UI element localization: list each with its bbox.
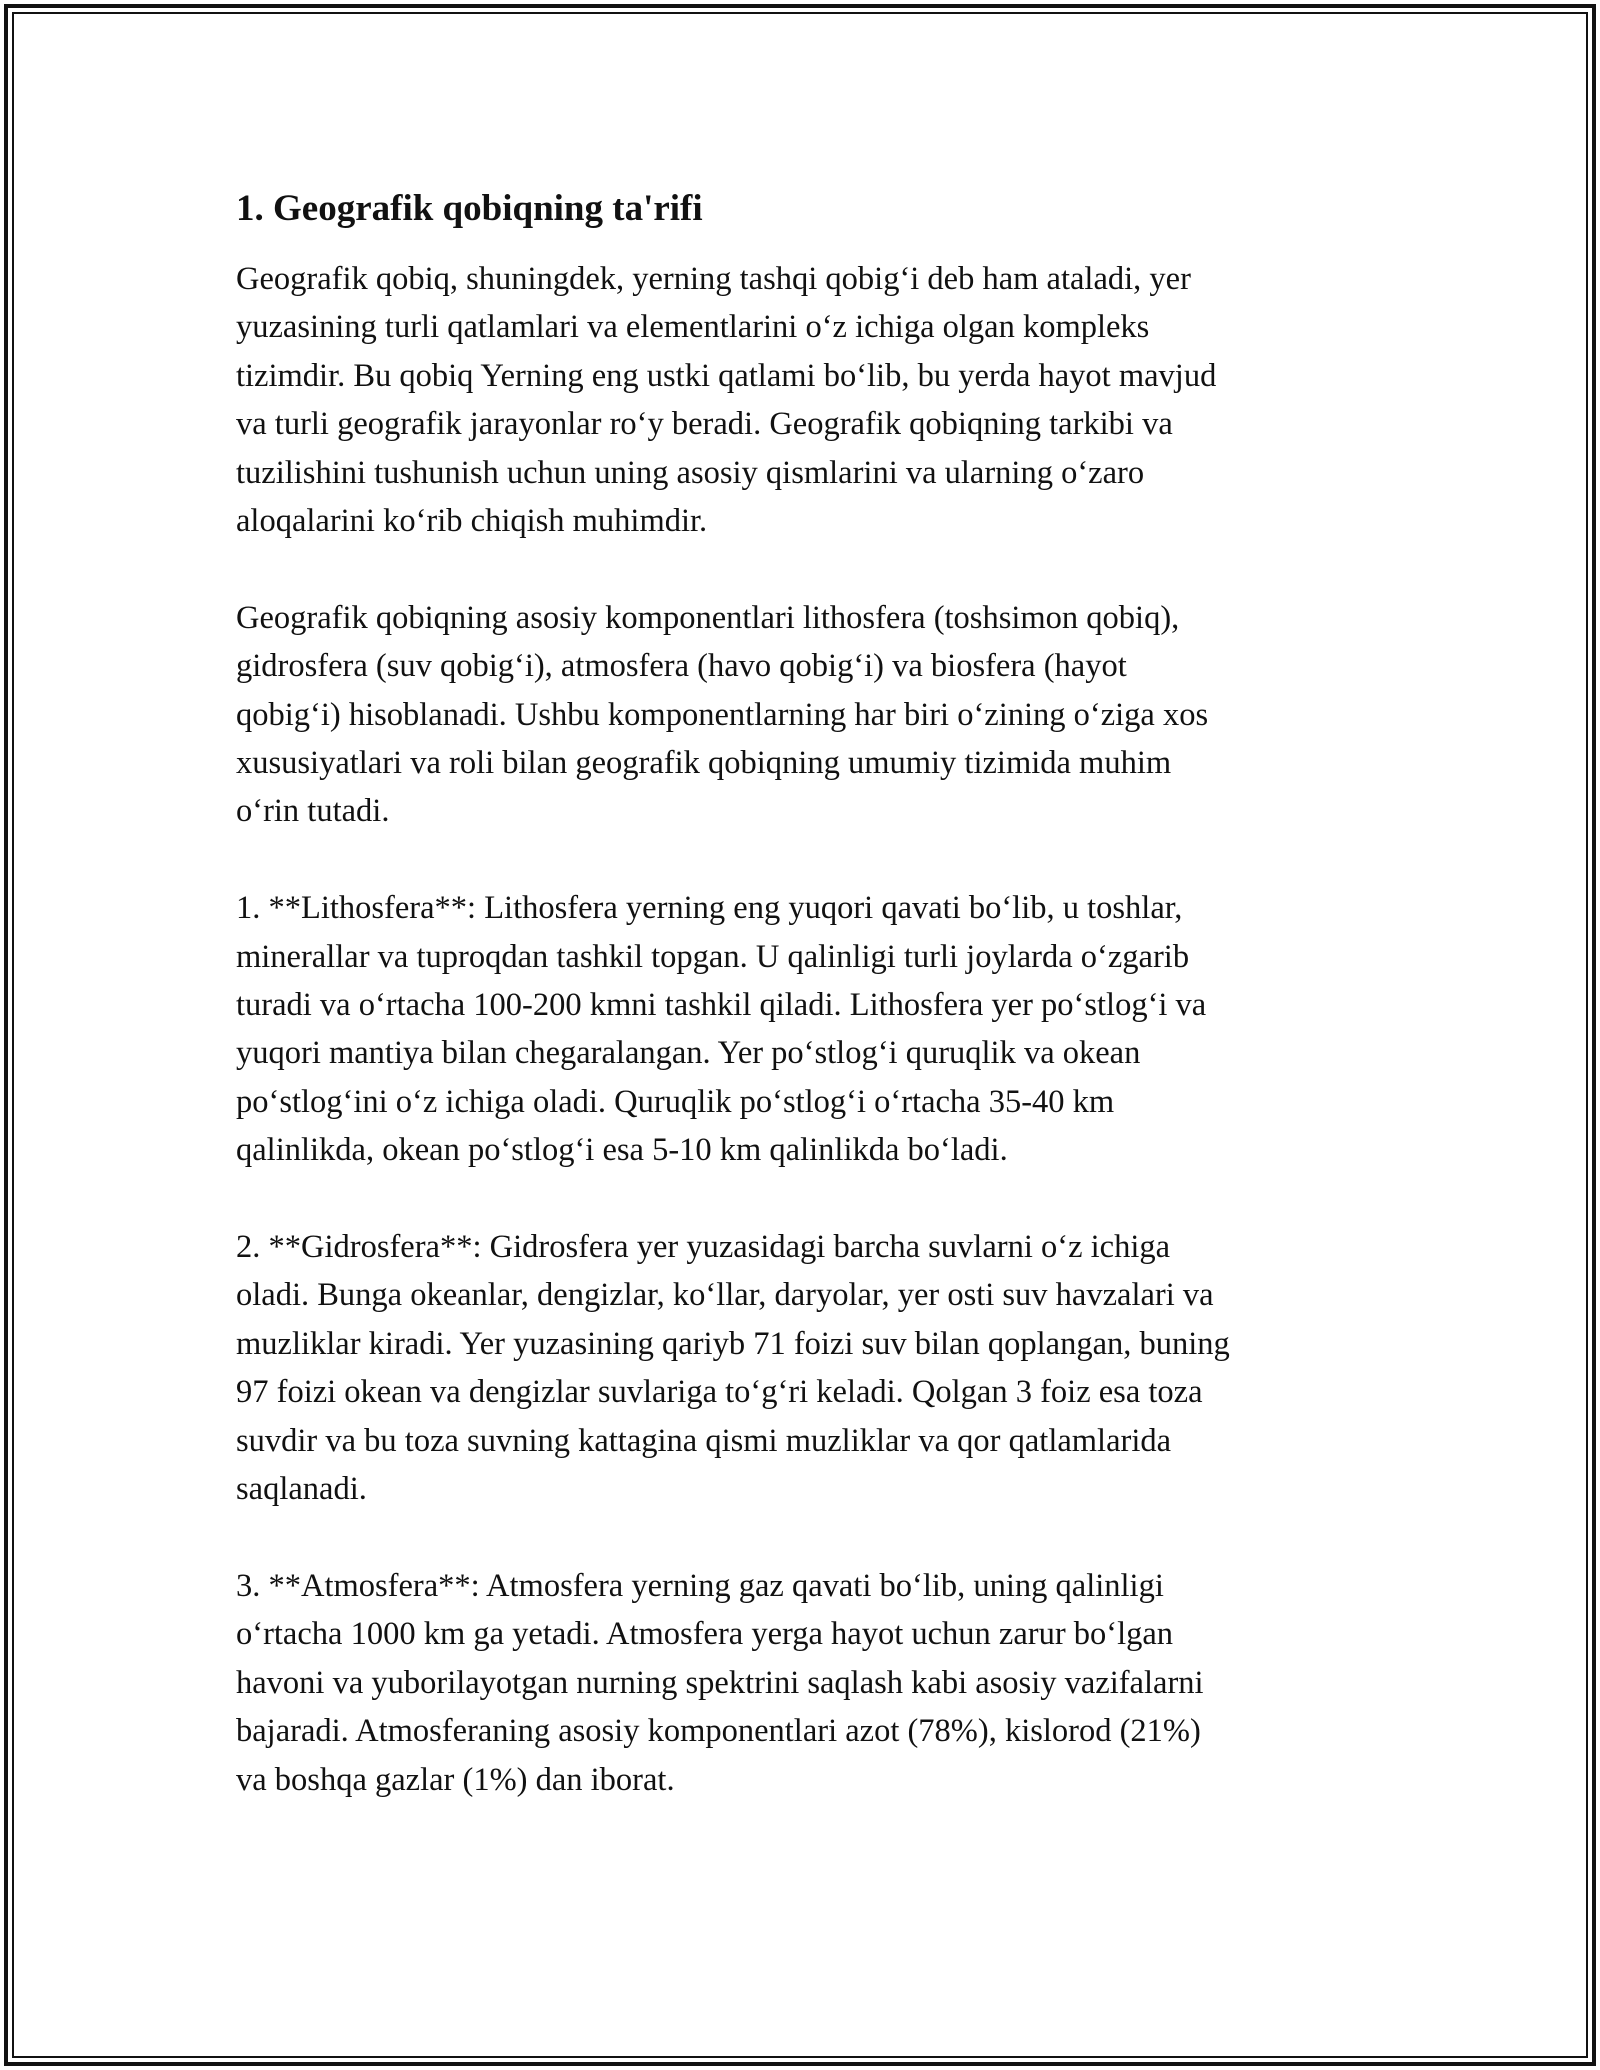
section-heading: 1. Geografik qobiqning ta'rifi (236, 188, 703, 229)
text-line: va turli geografik jarayonlar ro‘y beradi. Geografik qobiqning tarkibi va (236, 406, 1173, 443)
text-line: o‘rin tutadi. (236, 793, 390, 830)
text-line: Geografik qobiqning asosiy komponentlari lithosfera (toshsimon qobiq), (236, 599, 1180, 636)
text-line: turadi va o‘rtacha 100-200 kmni tashkil qiladi. Lithosfera yer po‘stlog‘i va (236, 987, 1207, 1024)
paragraph-intro (236, 255, 1366, 545)
text-line: qalinlikda, okean po‘stlog‘i esa 5-10 km qalinlikda bo‘ladi. (236, 1132, 1008, 1169)
text-line: 1. **Lithosfera**: Lithosfera yerning eng yuqori qavati bo‘lib, u toshlar, (236, 890, 1183, 927)
text-line: yuqori mantiya bilan chegaralangan. Yer po‘stlog‘i quruqlik va okean (236, 1035, 1141, 1072)
text-line: yuzasining turli qatlamlari va elementlarini o‘z ichiga olgan kompleks (236, 309, 1150, 346)
paragraph-hydrosphere (236, 1223, 1366, 1513)
text-line: 3. **Atmosfera**: Atmosfera yerning gaz qavati bo‘lib, uning qalinligi (236, 1567, 1164, 1604)
text-line: bajaradi. Atmosferaning asosiy komponentlari azot (78%), kislorod (21%) (236, 1713, 1201, 1750)
text-line: po‘stlog‘ini o‘z ichiga oladi. Quruqlik po‘stlog‘i o‘rtacha 35-40 km (236, 1083, 1115, 1120)
text-line: Geografik qobiq, shuningdek, yerning tashqi qobig‘i deb ham ataladi, yer (236, 261, 1191, 297)
text-line: o‘rtacha 1000 km ga yetadi. Atmosfera yerga hayot uchun zarur bo‘lgan (236, 1616, 1174, 1653)
text-line: oladi. Bunga okeanlar, dengizlar, ko‘llar, daryolar, yer osti suv havzalari va (236, 1277, 1214, 1314)
text-line: 97 foizi okean va dengizlar suvlariga to‘g‘ri keladi. Qolgan 3 foiz esa toza (236, 1374, 1203, 1411)
text-line: gidrosfera (suv qobig‘i), atmosfera (havo qobig‘i) va biosfera (hayot (236, 648, 1127, 685)
text-line: minerallar va tuproqdan tashkil topgan. U qalinligi turli joylarda o‘zgarib (236, 938, 1190, 975)
text-line: 2. **Gidrosfera**: Gidrosfera yer yuzasidagi barcha suvlarni o‘z ichiga (236, 1229, 1171, 1266)
document-body (236, 185, 1366, 1852)
text-line: tuzilishini tushunish uchun uning asosiy qismlarini va ularning o‘zaro (236, 454, 1145, 491)
text-line: saqlanadi. (236, 1471, 367, 1508)
paragraph-atmosphere (236, 1562, 1366, 1804)
paragraph-lithosphere (236, 884, 1366, 1174)
text-line: va boshqa gazlar (1%) dan iborat. (236, 1761, 675, 1798)
text-line: aloqalarini ko‘rib chiqish muhimdir. (236, 503, 708, 540)
text-line: muzliklar kiradi. Yer yuzasining qariyb 71 foizi suv bilan qoplangan, buning (236, 1325, 1230, 1362)
text-line: tizimdir. Bu qobiq Yerning eng ustki qatlami bo‘lib, bu yerda hayot mavjud (236, 357, 1217, 394)
text-line: suvdir va bu toza suvning kattagina qismi muzliklar va qor qatlamlarida (236, 1422, 1172, 1459)
text-line: havoni va yuborilayotgan nurning spektrini saqlash kabi asosiy vazifalarni (236, 1664, 1204, 1701)
paragraph-components (236, 594, 1366, 836)
text-line: qobig‘i) hisoblanadi. Ushbu komponentlarning har biri o‘zining o‘ziga xos (236, 696, 1209, 733)
text-line: xususiyatlari va roli bilan geografik qobiqning umumiy tizimida muhim (236, 745, 1172, 782)
